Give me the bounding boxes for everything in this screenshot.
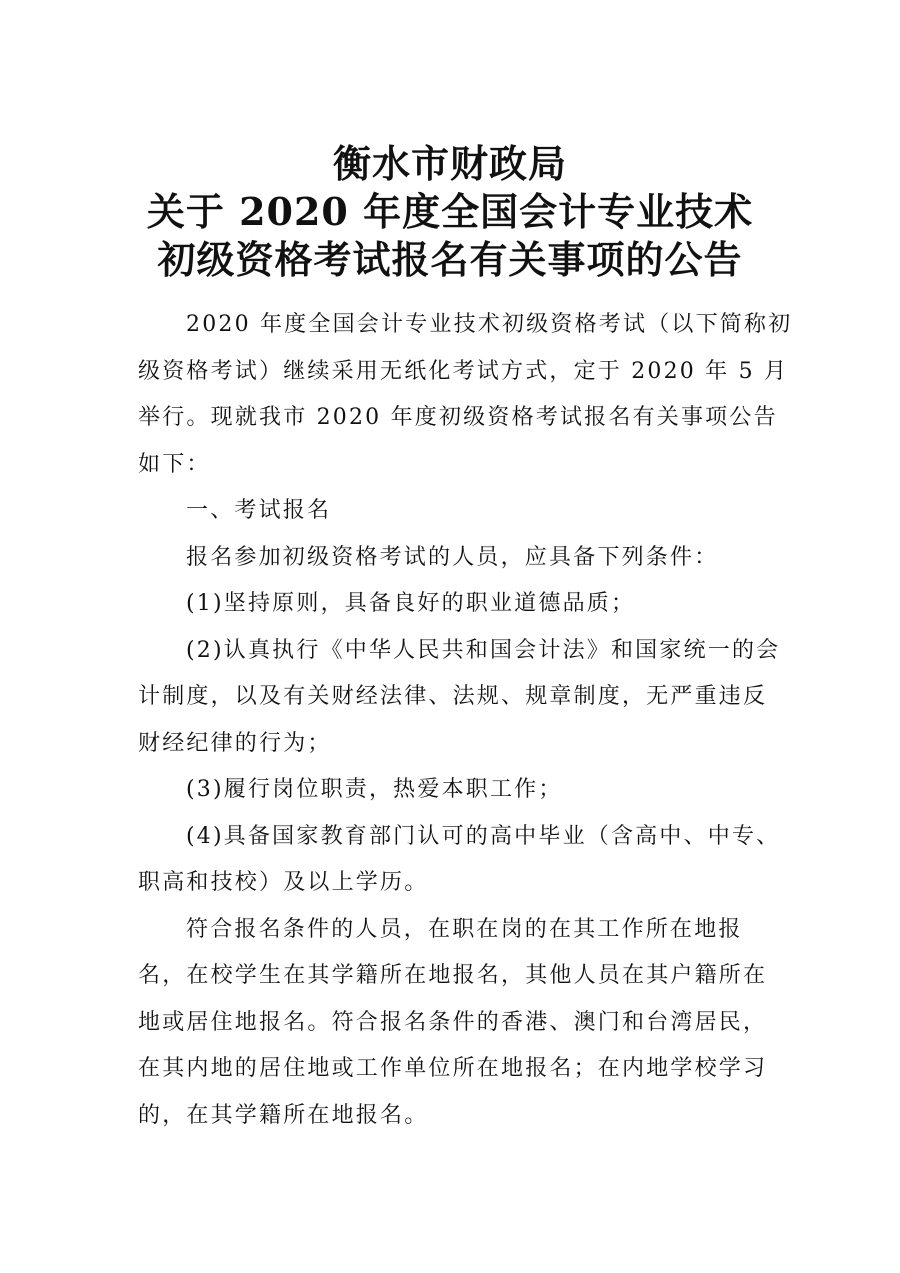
text-line: 财经纪律的行为； (138, 730, 332, 756)
text-line: 符合报名条件的人员，在职在岗的在其工作所在地报 (186, 916, 743, 942)
location-paragraph (138, 907, 768, 1140)
text-line: (3)履行岗位职责，热爱本职工作； (186, 777, 563, 802)
title-issuer: 衡水市财政局 (332, 141, 567, 186)
text-line: 2020 年度全国会计专业技术初级资格考试（以下简称初 (186, 312, 793, 337)
text-line: 计制度，以及有关财经法律、法规、规章制度，无严重违反 (138, 684, 768, 709)
intro-paragraph (138, 302, 793, 488)
condition-item-4 (138, 814, 781, 907)
text-line: 举行。现就我市 2020 年度初级资格考试报名有关事项公告 (138, 405, 778, 430)
text-line: (2)认真执行《中华人民共和国会计法》和国家统一的会 (186, 637, 781, 663)
text-line: (1)坚持原则，具备良好的职业道德品质； (186, 591, 636, 616)
section-heading: 一、考试报名 (186, 498, 332, 523)
text-line: 职高和技校）及以上学历。 (138, 870, 429, 895)
document-title (0, 140, 900, 284)
text-line: 名，在校学生在其学籍所在地报名，其他人员在其户籍所在 (138, 963, 768, 988)
title-subject-line1: 关于 2020 年度全国会计专业技术 (146, 189, 754, 234)
text-line: 级资格考试）继续采用无纸化考试方式，定于 2020 年 5 月 (138, 358, 789, 384)
condition-item-2 (138, 628, 781, 768)
condition-item-3 (138, 767, 768, 814)
title-subject-line2: 初级资格考试报名有关事项的公告 (157, 237, 743, 282)
condition-item-1 (138, 581, 768, 628)
text-line: 如下： (138, 451, 211, 477)
text-line: 的，在其学籍所在地报名。 (138, 1102, 429, 1128)
text-line: (4)具备国家教育部门认可的高中毕业（含高中、中专、 (186, 823, 781, 849)
document-body (138, 302, 793, 1139)
text-line: 在其内地的居住地或工作单位所在地报名；在内地学校学习 (138, 1056, 768, 1081)
conditions-lead: 报名参加初级资格考试的人员，应具备下列条件： (186, 544, 719, 570)
text-line: 地或居住地报名。符合报名条件的香港、澳门和台湾居民， (138, 1009, 768, 1035)
